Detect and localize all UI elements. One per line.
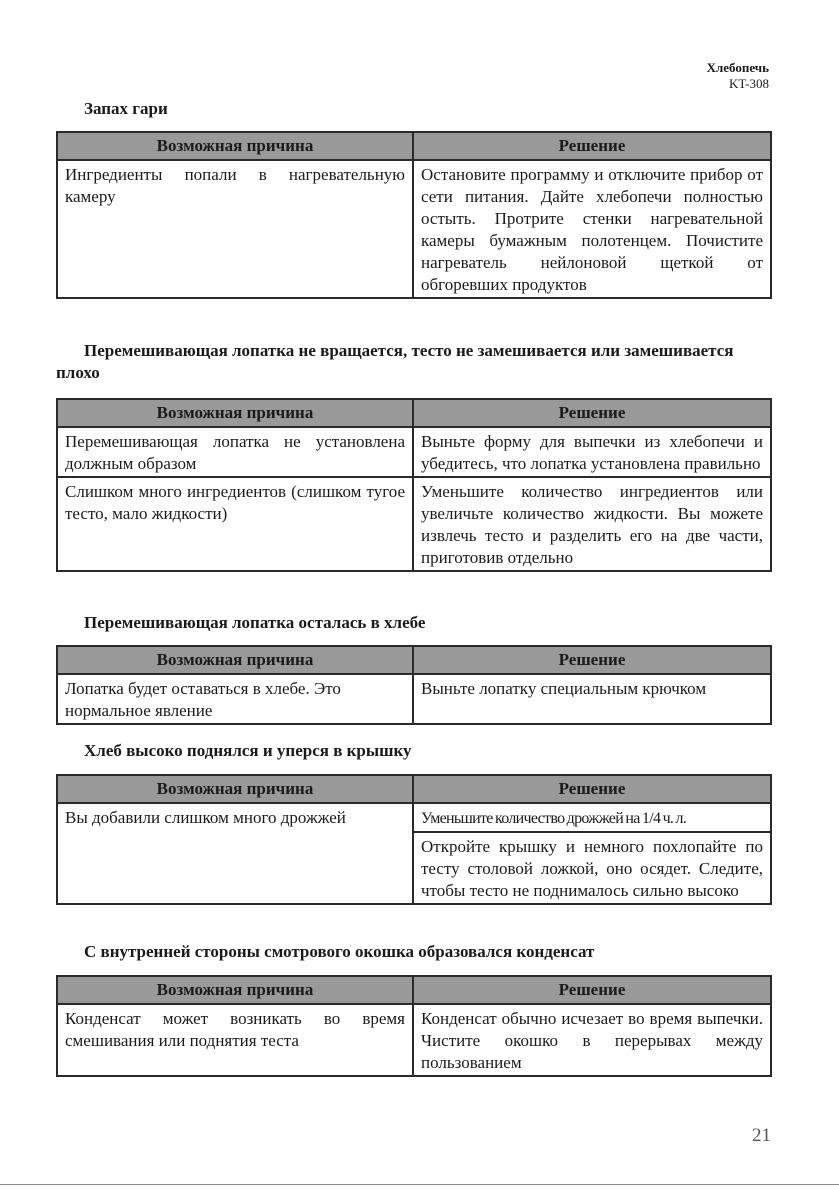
troubleshoot-table-paddle-not-rotating: [56, 398, 772, 572]
cause-cell: Конденсат может возникать во время смешивания или поднятия теста: [57, 1004, 413, 1076]
troubleshoot-table-burning-smell: [56, 131, 772, 299]
column-header-cause: Возможная причина: [57, 399, 413, 427]
solution-cell: Остановите программу и отключите прибор от сети питания. Дайте хлебопечи полностью остыть. Протрите стенки нагревательной камеры бумажным полотенцем. Почистите нагреватель нейлоновой щеткой от обгоревших продуктов: [413, 160, 771, 298]
section-title-paddle-in-bread: Перемешивающая лопатка осталась в хлебе: [84, 613, 426, 632]
column-header-solution: Решение: [413, 399, 771, 427]
page-bottom-rule: [0, 1184, 839, 1185]
column-header-solution: Решение: [413, 646, 771, 674]
solution-cell: Конденсат обычно исчезает во время выпечки. Чистите окошко в перерывах между пользованием: [413, 1004, 771, 1076]
column-header-cause: Возможная причина: [57, 646, 413, 674]
cause-cell: Перемешивающая лопатка не установлена должным образом: [57, 427, 413, 477]
solution-cell: Выньте лопатку специальным крючком: [413, 674, 771, 724]
section-title-condensation: С внутренней стороны смотрового окошка образовался конденсат: [84, 942, 595, 961]
table-row: [57, 803, 771, 832]
header-model: KT-308: [729, 76, 769, 91]
section-title-burning-smell: Запах гари: [84, 99, 168, 118]
cause-cell: Вы добавили слишком много дрожжей: [57, 803, 413, 904]
solution-cell: Уменьшите количество ингредиентов или увеличьте количество жидкости. Вы можете извлечь тесто и разделить его на две части, приготовив отдельно: [413, 477, 771, 571]
solution-cell: Выньте форму для выпечки из хлебопечи и убедитесь, что лопатка установлена правильно: [413, 427, 771, 477]
cause-cell: Ингредиенты попали в нагревательную камеру: [57, 160, 413, 298]
column-header-solution: Решение: [413, 132, 771, 160]
column-header-cause: Возможная причина: [57, 976, 413, 1004]
column-header-cause: Возможная причина: [57, 775, 413, 803]
table-row: [57, 477, 771, 571]
troubleshoot-table-bread-rose-high: [56, 774, 772, 905]
cause-cell: Лопатка будет оставаться в хлебе. Это нормальное явление: [57, 674, 413, 724]
column-header-cause: Возможная причина: [57, 132, 413, 160]
page-number: 21: [752, 1125, 771, 1146]
table-row: [57, 674, 771, 724]
running-header: [707, 60, 769, 92]
section-title-paddle-not-rotating: Перемешивающая лопатка не вращается, тесто не замешивается или замешивается плохо: [56, 341, 734, 382]
section-title-bread-rose-high: Хлеб высоко поднялся и уперся в крышку: [84, 741, 412, 760]
column-header-solution: Решение: [413, 976, 771, 1004]
column-header-solution: Решение: [413, 775, 771, 803]
solution-text: Уменьшите количество дрожжей на 1/4 ч. л.: [421, 810, 687, 827]
cause-cell: Слишком много ингредиентов (слишком тугое тесто, мало жидкости): [57, 477, 413, 571]
table-row: [57, 160, 771, 298]
troubleshoot-table-condensation: [56, 975, 772, 1077]
solution-cell: Откройте крышку и немного похлопайте по тесту столовой ложкой, оно осядет. Следите, чтобы тесто не поднималось сильно высоко: [413, 832, 771, 904]
solution-cell: [413, 803, 771, 832]
troubleshoot-table-paddle-in-bread: [56, 645, 772, 725]
table-row: [57, 427, 771, 477]
table-row: [57, 1004, 771, 1076]
header-title: Хлебопечь: [706, 60, 769, 75]
